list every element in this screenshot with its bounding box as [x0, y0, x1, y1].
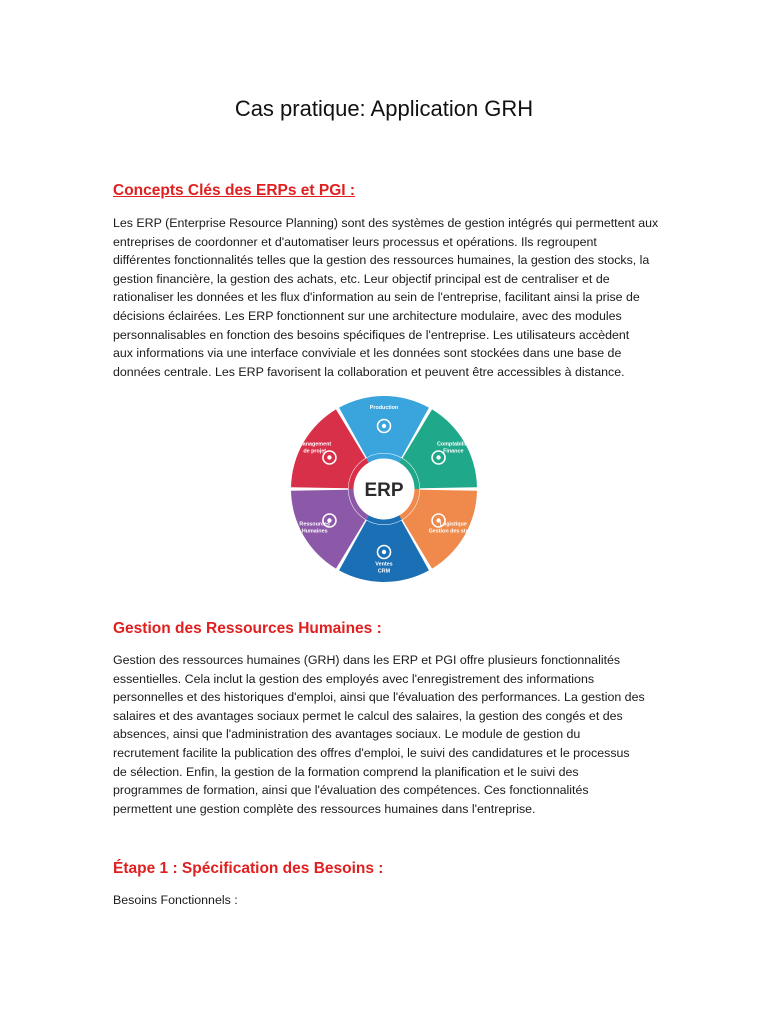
page-title: Cas pratique: Application GRH: [234, 96, 534, 121]
section-heading-etape1: Étape 1 : Spécification des Besoins :: [113, 860, 384, 877]
erp-inner-ring-arc: [368, 518, 401, 522]
text-line: recrutement facilite la publication des offres d'emploi, le suivi des candidatures et le processus: [113, 745, 630, 760]
text-line: programmes de formation, ainsi que l'évaluation des compétences. Ces fonctionnalités: [113, 783, 589, 798]
text-line: salaires et des avantages sociaux permet le calcul des salaires, la gestion des congés et des: [113, 708, 623, 723]
text-line: absences, ainsi que l'administration des avantages sociaux. Le module de gestion du: [113, 727, 581, 742]
text-line: entreprises de coordonner et d'automatiser leurs processus et opérations. Ils regroupent: [113, 234, 597, 249]
text-line: gestion financière, la gestion des achats, etc. Leur objectif principal est de centraliser et de: [113, 271, 610, 286]
erp-segment-label: Ressources Humaines: [299, 521, 331, 535]
erp-inner-ring-arc: [368, 456, 401, 460]
text-line: différentes fonctionnalités telles que la gestion des ressources humaines, la gestion des stocks, la: [113, 253, 650, 268]
erp-wheel: [288, 393, 480, 585]
erp-segment-label: Management de projet: [298, 441, 332, 455]
erp-segment-label: Production: [369, 405, 399, 411]
text-line: personnalisables en fonction des besoins spécifiques de l'entreprise. Les utilisateurs accèdent: [113, 327, 630, 342]
text-line: permettent une gestion complète des ressources humaines dans l'entreprise.: [113, 801, 536, 816]
text-line: Gestion des ressources humaines (GRH) dans les ERP et PGI offre plusieurs fonctionnalités: [113, 653, 621, 667]
text-line: Besoins Fonctionnels :: [113, 893, 238, 907]
text-line: aux informations via une interface conviviale et les données sont stockées dans une base de: [113, 346, 622, 361]
erp-diagram: [288, 393, 480, 585]
text-line: rationaliser les données et les flux d'information au sein de l'entreprise, facilitant ainsi la prise de: [113, 290, 640, 305]
paragraph-grh: [113, 651, 658, 818]
erp-center-label: ERP: [364, 480, 404, 501]
section-heading-grh: Gestion des Ressources Humaines :: [113, 620, 382, 637]
erp-segment-label: Logistique Gestion des stocks: [428, 521, 479, 535]
paragraph-concepts: [113, 214, 658, 381]
text-line: décisions éclairées. Les ERP fonctionnent sur une architecture modulaire, avec des modules: [113, 308, 622, 323]
section-heading-concepts: Concepts Clés des ERPs et PGI :: [113, 182, 356, 199]
erp-segment-label: Ventes CRM: [375, 561, 393, 575]
text-line: essentielles. Cela inclut la gestion des employés avec l'enregistrement des informations: [113, 671, 595, 686]
erp-segment-label: Comptabilité Finance: [436, 441, 470, 455]
text-line: de sélection. Enfin, la gestion de la formation comprend la planification et le suivi des: [113, 764, 579, 779]
text-line: données centrale. Les ERP favorisent la collaboration et peuvent être accessibles à distance.: [113, 364, 625, 379]
text-line: Les ERP (Enterprise Resource Planning) sont des systèmes de gestion intégrés qui permettent aux: [113, 216, 659, 230]
text-line: personnelles et des historiques d'emploi, ainsi que l'évaluation des performances. La gestion des: [113, 690, 645, 705]
paragraph-besoins: [113, 891, 658, 910]
